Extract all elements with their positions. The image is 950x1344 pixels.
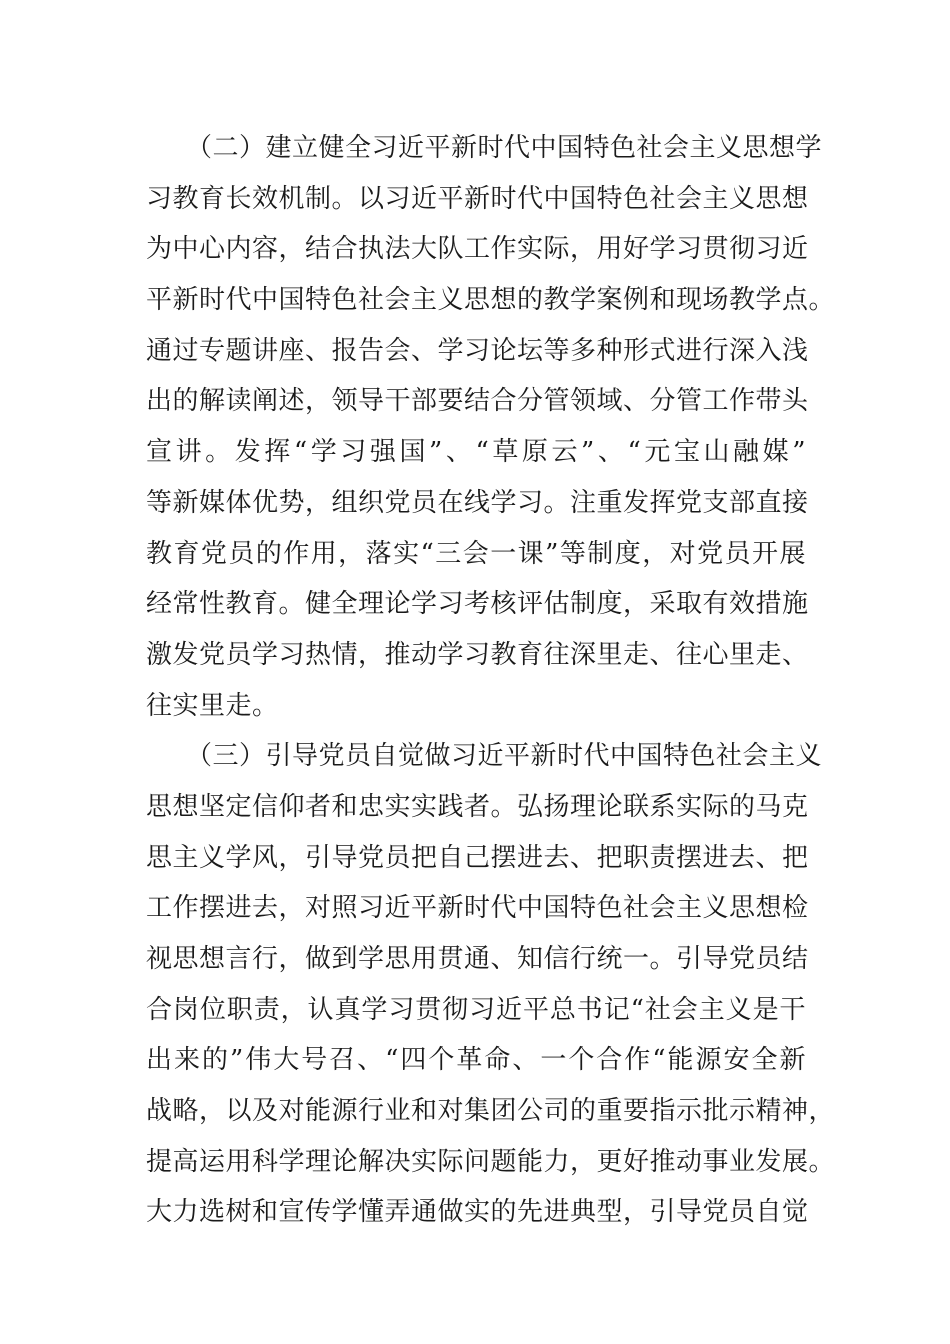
paragraph-2-line-11: 激发党员学习热情，推动学习教育往深里走、往心里走、 [146,639,809,670]
paragraph-2-line-5: 通过专题讲座、报告会、学习论坛等多种形式进行深入浅 [146,335,809,366]
paragraph-2-line-10: 经常性教育。健全理论学习考核评估制度，采取有效措施 [146,589,809,620]
paragraph-2-line-9: 教育党员的作用，落实“三会一课”等制度，对党员开展 [146,538,806,569]
body-text [146,123,836,1238]
paragraph-2-line-12: 往实里走。 [146,690,279,721]
paragraph-3-line-10: 大力选树和宣传学懂弄通做实的先进典型，引导党员自觉 [146,1197,809,1228]
paragraph-3-line-4: 工作摆进去，对照习近平新时代中国特色社会主义思想检 [146,893,809,924]
paragraph-2-line-7: 宣讲。发挥“学习强国”、“草原云”、“元宝山融媒” [146,437,806,468]
paragraph-2-line-1: （二）建立健全习近平新时代中国特色社会主义思想学 [186,133,823,163]
paragraph-2-line-4: 平新时代中国特色社会主义思想的教学案例和现场教学点。 [146,285,836,316]
paragraph-3-line-5: 视思想言行，做到学思用贯通、知信行统一。引导党员结 [146,944,809,974]
paragraph-3-line-2: 思想坚定信仰者和忠实实践者。弘扬理论联系实际的马克 [146,791,809,822]
paragraph-2-line-2: 习教育长效机制。以习近平新时代中国特色社会主义思想 [146,183,809,214]
paragraph-3-line-7: 出来的”伟大号召、“四个革命、一个合作“能源安全新 [146,1045,806,1076]
paragraph-3-line-6: 合岗位职责，认真学习贯彻习近平总书记“社会主义是干 [146,994,806,1025]
paragraph-3-line-8: 战略，以及对能源行业和对集团公司的重要指示批示精神， [146,1096,836,1127]
paragraph-3-line-3: 思主义学风，引导党员把自己摆进去、把职责摆进去、把 [146,842,809,873]
paragraph-2-line-3: 为中心内容，结合执法大队工作实际，用好学习贯彻习近 [146,234,809,265]
paragraph-3-line-9: 提高运用科学理论解决实际问题能力，更好推动事业发展。 [146,1146,836,1177]
paragraph-3-line-1: （三）引导党员自觉做习近平新时代中国特色社会主义 [186,741,823,772]
paragraph-2-line-6: 出的解读阐述，领导干部要结合分管领域、分管工作带头 [146,386,809,417]
paragraph-2-line-8: 等新媒体优势，组织党员在线学习。注重发挥党支部直接 [146,487,809,518]
